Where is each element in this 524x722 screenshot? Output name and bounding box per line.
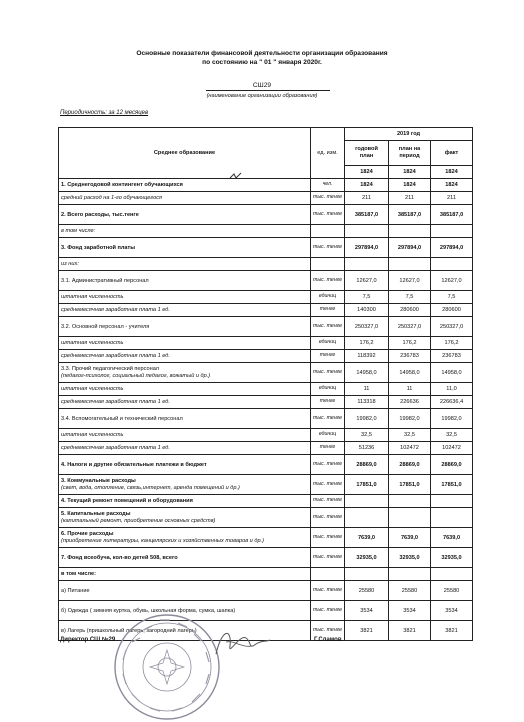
row-label [59, 291, 311, 304]
cell-annual-plan [345, 258, 389, 271]
cell-period-plan: 17851,0 [389, 475, 431, 495]
row-label [59, 258, 311, 271]
table-row [59, 455, 473, 475]
table-row [59, 495, 473, 508]
cell-annual-plan: 11 [345, 383, 389, 396]
row-unit: тыс. тенге [311, 528, 345, 548]
row-label-note: (капитальный ремонт, приобретение основных средств) [61, 517, 216, 524]
row-unit: единиц [311, 383, 345, 396]
table-row [59, 179, 473, 192]
row-unit: тыс. тенге [311, 192, 345, 205]
table-row [59, 205, 473, 225]
table-row [59, 568, 473, 581]
cell-annual-plan [345, 495, 389, 508]
row-label-main: 3.2. Основной персонал - учителя [61, 323, 150, 330]
cell-period-plan: 28869,0 [389, 455, 431, 475]
cell-period-plan: 32,5 [389, 429, 431, 442]
row-unit [311, 258, 345, 271]
row-label [59, 383, 311, 396]
row-label-main: среднемесячная заработная плата 1 ед. [61, 399, 170, 405]
row-unit: тыс. тенге [311, 455, 345, 475]
cell-period-plan: 25580 [389, 581, 431, 601]
row-unit: тыс. тенге [311, 581, 345, 601]
row-unit: чел. [311, 179, 345, 192]
row-unit: тыс. тенге [311, 495, 345, 508]
cell-period-plan: 11 [389, 383, 431, 396]
cell-annual-plan: 19982,0 [345, 409, 389, 429]
row-label [59, 429, 311, 442]
row-label-main: штатная численность [61, 340, 124, 346]
cell-annual-plan: 140300 [345, 304, 389, 317]
table-row [59, 258, 473, 271]
organization-underline [206, 90, 330, 91]
cell-annual-plan: 211 [345, 192, 389, 205]
cell-fact: 25580 [431, 581, 473, 601]
periodicity: Периодичность: за 12 месяцев [60, 110, 149, 116]
row-unit: единиц [311, 291, 345, 304]
header-period-plan [389, 141, 431, 166]
row-label-main: средний расход на 1-го обучающегося [61, 195, 162, 201]
cell-annual-plan: 113318 [345, 396, 389, 409]
table-row [59, 337, 473, 350]
row-unit: тыс. тенге [311, 271, 345, 291]
cell-fact: 1824 [431, 179, 473, 192]
row-unit: тыс. тенге [311, 548, 345, 568]
table-row [59, 304, 473, 317]
header-annual-plan-l2: план [359, 153, 374, 159]
row-label-main: 1. Среднегодовой контингент обучающихся [61, 182, 183, 188]
cell-fact [431, 258, 473, 271]
cell-period-plan: 236783 [389, 350, 431, 363]
table-row [59, 475, 473, 495]
header-year: 2019 год [345, 128, 473, 141]
official-stamp [112, 612, 222, 722]
cell-annual-plan: 385187,0 [345, 205, 389, 225]
row-label [59, 271, 311, 291]
row-unit: тенге [311, 442, 345, 455]
cell-fact: 19982,0 [431, 409, 473, 429]
header-name: Среднее образование [59, 128, 311, 179]
row-label [59, 363, 311, 383]
doc-date-line: по состоянию на " 01 " января 2020г. [202, 59, 322, 66]
row-unit: тыс. тенге [311, 621, 345, 641]
row-unit: тыс. тенге [311, 475, 345, 495]
row-label-main: 3.3. Прочий педагогический персонал [61, 365, 160, 372]
cell-annual-plan: 1824 [345, 179, 389, 192]
row-label-main: в) Лагерь (пришкольный лагерь, загородний лагерь) [61, 627, 197, 634]
row-label [59, 581, 311, 601]
cell-period-plan [389, 568, 431, 581]
row-label-main: 7. Фонд всеобуча, кол-во детей 508, всего [61, 554, 178, 561]
organization-name: СШ29 [252, 82, 272, 89]
row-label [59, 409, 311, 429]
cell-annual-plan [345, 568, 389, 581]
cell-annual-plan: 51236 [345, 442, 389, 455]
row-unit: тыс. тенге [311, 409, 345, 429]
cell-fact: 226636,4 [431, 396, 473, 409]
row-label [59, 317, 311, 337]
cell-fact: 102472 [431, 442, 473, 455]
row-unit: тенге [311, 304, 345, 317]
row-unit: тыс. тенге [311, 317, 345, 337]
row-label [59, 304, 311, 317]
cell-period-plan: 32935,0 [389, 548, 431, 568]
row-label-main: среднемесячная заработная плата 1 ед. [61, 353, 170, 359]
cell-fact [431, 508, 473, 528]
row-label [59, 475, 311, 495]
row-label-main: штатная численность [61, 432, 124, 438]
row-label-main: в том числе: [61, 571, 96, 577]
row-label-note: (педагог-психолог, социальный педагог, вожатый и др.) [61, 372, 211, 379]
header-period-plan-l1: план на [398, 146, 421, 153]
cell-period-plan: 19982,0 [389, 409, 431, 429]
cell-annual-plan: 7,5 [345, 291, 389, 304]
cell-period-plan [389, 258, 431, 271]
cell-annual-plan: 118392 [345, 350, 389, 363]
cell-annual-plan: 3821 [345, 621, 389, 641]
row-unit: тыс. тенге [311, 238, 345, 258]
row-unit: тенге [311, 350, 345, 363]
row-label [59, 568, 311, 581]
row-unit: единиц [311, 337, 345, 350]
table-row [59, 442, 473, 455]
cell-fact: 236783 [431, 350, 473, 363]
cell-period-plan: 385187,0 [389, 205, 431, 225]
row-label-note: (свет, вода, отопление, связь,интернет, арендa помещений и др.) [61, 484, 240, 491]
cell-fact [431, 568, 473, 581]
row-label [59, 337, 311, 350]
cell-fact [431, 495, 473, 508]
table-row [59, 383, 473, 396]
row-label [59, 225, 311, 238]
row-label-main: среднемесячная заработная плата 1 ед. [61, 445, 170, 451]
cell-period-plan [389, 495, 431, 508]
row-label-main: а) Питание [61, 587, 90, 594]
row-label [59, 442, 311, 455]
row-label-main: штатная численность [61, 294, 124, 300]
cell-period-plan: 3821 [389, 621, 431, 641]
row-unit: тыс. тенге [311, 205, 345, 225]
cell-period-plan: 7,5 [389, 291, 431, 304]
row-label-note: (приобретение литературы, канцелярских и хозяйственных товаров и др.) [61, 537, 264, 544]
table-row [59, 317, 473, 337]
cell-period-plan: 297894,0 [389, 238, 431, 258]
handwritten-mark [228, 172, 244, 180]
director-signature [212, 624, 272, 660]
cell-fact: 7,5 [431, 291, 473, 304]
doc-title: Основные показатели финансовой деятельности организации образования [136, 50, 388, 57]
row-unit: единиц [311, 429, 345, 442]
cell-fact: 250327,0 [431, 317, 473, 337]
table-row [59, 271, 473, 291]
cell-period-plan: 12627,0 [389, 271, 431, 291]
row-unit: тыс. тенге [311, 363, 345, 383]
row-label [59, 350, 311, 363]
row-unit [311, 568, 345, 581]
subheader-period: 1824 [389, 166, 431, 179]
cell-annual-plan: 32935,0 [345, 548, 389, 568]
cell-period-plan: 3534 [389, 601, 431, 621]
cell-annual-plan: 3534 [345, 601, 389, 621]
table-row [59, 396, 473, 409]
cell-annual-plan: 250327,0 [345, 317, 389, 337]
cell-period-plan: 250327,0 [389, 317, 431, 337]
row-label-main: 4. Текущий ремонт помещений и оборудования [61, 498, 193, 504]
cell-fact [431, 225, 473, 238]
cell-period-plan [389, 225, 431, 238]
cell-fact: 12627,0 [431, 271, 473, 291]
table-row [59, 409, 473, 429]
row-label-main: среднемесячная заработная плата 1 ед. [61, 307, 170, 313]
cell-annual-plan: 176,2 [345, 337, 389, 350]
table-row [59, 581, 473, 601]
row-label-main: б) Одежда ( зимняя куртка, обувь, школьная форма, сумка, шапка) [61, 607, 236, 614]
cell-period-plan [389, 508, 431, 528]
cell-annual-plan: 25580 [345, 581, 389, 601]
row-label-main: 5. Капитальные расходы [61, 510, 131, 517]
row-unit: тыс. тенге [311, 508, 345, 528]
cell-period-plan: 226636 [389, 396, 431, 409]
header-fact: факт [431, 141, 473, 166]
table-row [59, 225, 473, 238]
cell-annual-plan: 28869,0 [345, 455, 389, 475]
row-label-main: 2. Всего расходы, тыс.тенге [61, 211, 139, 218]
cell-period-plan: 14958,0 [389, 363, 431, 383]
director-name: Г.Сламов [314, 637, 342, 643]
cell-fact: 11,0 [431, 383, 473, 396]
row-label [59, 205, 311, 225]
organization-caption: (наименование организации образования) [206, 93, 318, 99]
cell-fact: 32935,0 [431, 548, 473, 568]
cell-fact: 7639,0 [431, 528, 473, 548]
cell-fact: 32,5 [431, 429, 473, 442]
row-label-main: 6. Прочие расходы [61, 530, 114, 537]
table-row [59, 363, 473, 383]
cell-fact: 14958,0 [431, 363, 473, 383]
cell-annual-plan: 17851,0 [345, 475, 389, 495]
row-label-main: 4. Налоги и другие обязательные платежи в бюджет [61, 461, 207, 468]
row-label-main: 3. Фонд заработной платы [61, 244, 136, 251]
row-label [59, 495, 311, 508]
row-unit: тыс. тенге [311, 601, 345, 621]
row-label-main: в том числе: [61, 228, 96, 234]
table-row [59, 508, 473, 528]
cell-period-plan: 102472 [389, 442, 431, 455]
cell-annual-plan [345, 508, 389, 528]
row-unit [311, 225, 345, 238]
cell-annual-plan [345, 225, 389, 238]
header-unit: ед. изм. [311, 128, 345, 179]
table-row [59, 291, 473, 304]
row-label-main: 3.1. Административный персонал [61, 277, 149, 284]
cell-period-plan: 211 [389, 192, 431, 205]
cell-fact: 3821 [431, 621, 473, 641]
financial-table [58, 127, 473, 641]
table-row [59, 429, 473, 442]
cell-fact: 280600 [431, 304, 473, 317]
row-label-main: из них: [61, 261, 79, 267]
row-label [59, 548, 311, 568]
row-label-main: штатная численность [61, 386, 124, 392]
row-label-main: 3.4. Вспомогательный и технический персонал [61, 415, 183, 422]
row-label [59, 192, 311, 205]
cell-fact: 297894,0 [431, 238, 473, 258]
row-label [59, 455, 311, 475]
cell-period-plan: 1824 [389, 179, 431, 192]
cell-fact: 28869,0 [431, 455, 473, 475]
cell-fact: 211 [431, 192, 473, 205]
table-row [59, 238, 473, 258]
cell-period-plan: 280600 [389, 304, 431, 317]
subheader-fact: 1824 [431, 166, 473, 179]
cell-annual-plan: 297894,0 [345, 238, 389, 258]
header-annual-plan-l1: годовой [355, 146, 378, 153]
subheader-annual: 1824 [345, 166, 389, 179]
row-label [59, 508, 311, 528]
cell-period-plan: 176,2 [389, 337, 431, 350]
cell-period-plan: 7639,0 [389, 528, 431, 548]
cell-annual-plan: 32,5 [345, 429, 389, 442]
row-label [59, 179, 311, 192]
director-label: Директор СШ №29 [60, 637, 116, 643]
cell-fact: 176,2 [431, 337, 473, 350]
row-unit: тенге [311, 396, 345, 409]
cell-fact: 17851,0 [431, 475, 473, 495]
row-label-main: 3. Коммунальные расходы [61, 477, 136, 484]
row-label [59, 238, 311, 258]
row-label [59, 396, 311, 409]
cell-fact: 3534 [431, 601, 473, 621]
row-label [59, 528, 311, 548]
table-row [59, 192, 473, 205]
table-row [59, 528, 473, 548]
cell-annual-plan: 14958,0 [345, 363, 389, 383]
cell-fact: 385187,0 [431, 205, 473, 225]
table-row [59, 350, 473, 363]
cell-annual-plan: 12627,0 [345, 271, 389, 291]
cell-annual-plan: 7639,0 [345, 528, 389, 548]
header-period-plan-l2: период [399, 153, 420, 159]
header-annual-plan [345, 141, 389, 166]
table-row [59, 548, 473, 568]
